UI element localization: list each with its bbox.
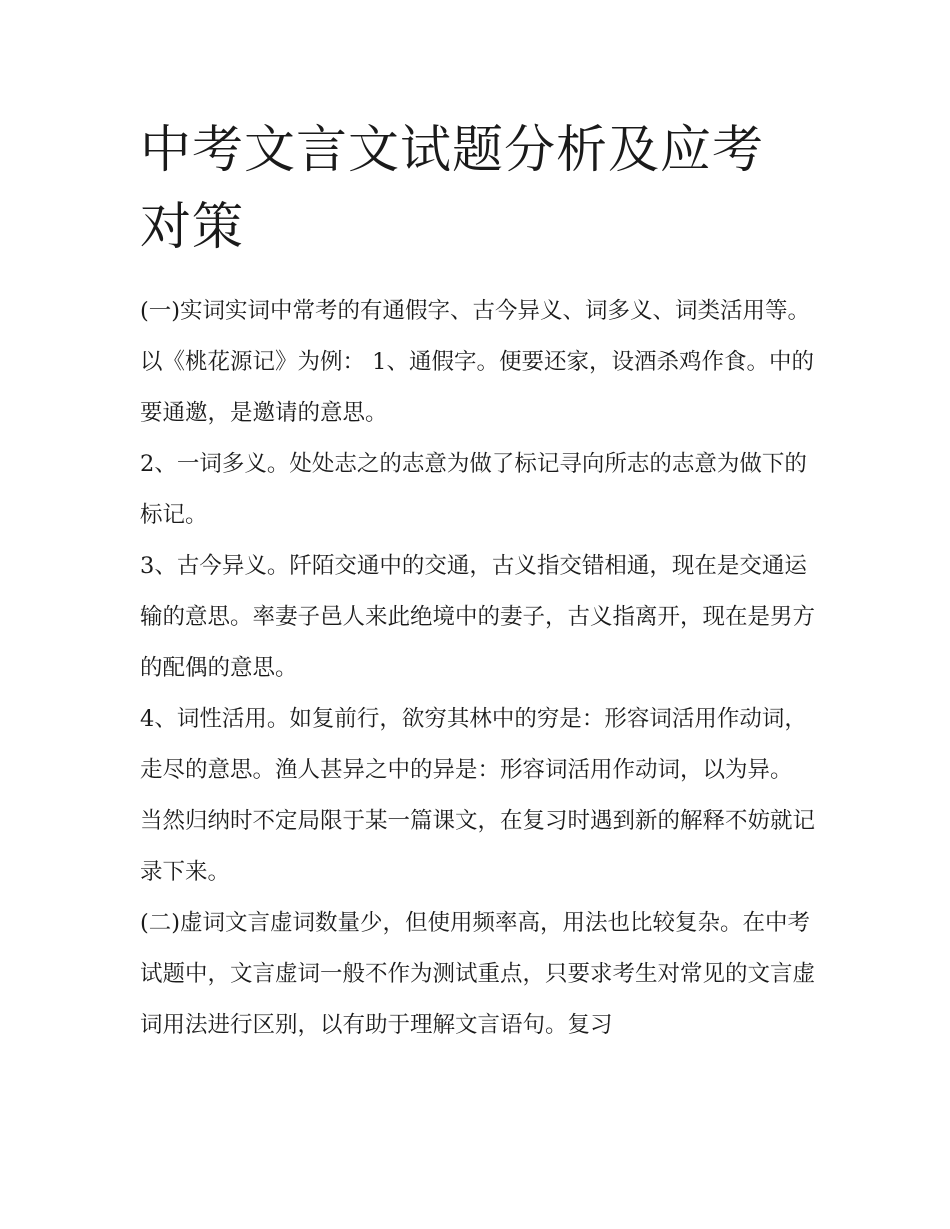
paragraph-gujinyiyi: 3、古今异义。阡陌交通中的交通，古义指交错相通，现在是交通运输的意思。率妻子邑人来此绝境中的妻子，古义指离开，现在是男方的配偶的意思。 bbox=[140, 553, 816, 681]
paragraph-guina-note: 当然归纳时不定局限于某一篇课文，在复习时遇到新的解释不妨就记录下来。 bbox=[140, 808, 816, 885]
document-title: 中考文言文试题分析及应考对策 bbox=[140, 121, 765, 257]
paragraph-shici-intro: (一)实词实词中常考的有通假字、古今异义、词多义、词类活用等。以《桃花源记》为例： 1、通假字。便要还家，设酒杀鸡作食。中的要通邀，是邀请的意思。 bbox=[140, 298, 814, 426]
document-page bbox=[140, 112, 815, 1051]
paragraph-yicixiyi: 2、一词多义。处处志之的志意为做了标记寻向所志的志意为做下的标记。 bbox=[140, 451, 807, 528]
paragraph-cixinghuoyong: 4、词性活用。如复前行，欲穷其林中的穷是：形容词活用作动词，走尽的意思。渔人甚异之中的异是：形容词活用作动词，以为异。 bbox=[140, 706, 807, 783]
paragraph-xuci: (二)虚词文言虚词数量少，但使用频率高，用法也比较复杂。在中考试题中，文言虚词一般不作为测试重点，只要求考生对常见的文言虚词用法进行区别，以有助于理解文言语句。复习 bbox=[140, 910, 816, 1038]
